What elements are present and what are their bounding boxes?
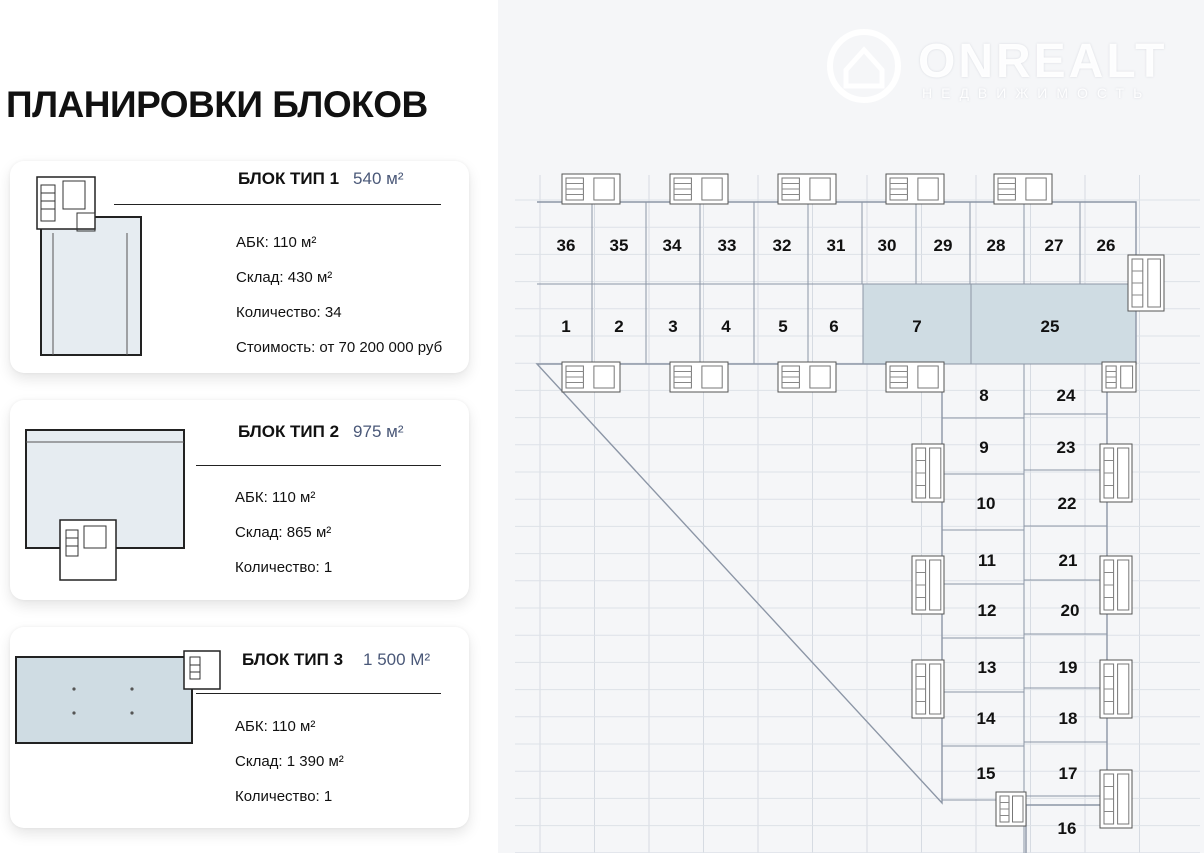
block-type-1-title: БЛОК ТИП 1 [238,169,340,188]
spec-warehouse: Склад: 430 м² [236,269,333,286]
block-type-2-area: 975 м² [353,422,404,441]
unit-label-9: 9 [979,438,989,457]
unit-label-13: 13 [977,658,997,677]
unit-label-12: 12 [977,601,997,620]
unit-label-14: 14 [976,709,996,728]
spec-abk: АБК: 110 м² [235,718,316,735]
watermark-brand: ONREALT [918,35,1168,88]
unit-label-6: 6 [829,317,839,336]
unit-label-27: 27 [1044,236,1064,255]
unit-label-22: 22 [1057,494,1077,513]
unit-label-3: 3 [668,317,678,336]
unit-label-18: 18 [1058,709,1078,728]
unit-label-32: 32 [772,236,792,255]
unit-label-35: 35 [609,236,629,255]
unit-label-36: 36 [556,236,576,255]
unit-label-20: 20 [1060,601,1080,620]
spec-quantity: Количество: 1 [235,788,333,805]
unit-label-7: 7 [912,317,922,336]
spec-warehouse: Склад: 1 390 м² [235,753,344,770]
unit-label-33: 33 [717,236,737,255]
spec-warehouse: Склад: 865 м² [235,524,332,541]
spec-abk: АБК: 110 м² [235,489,316,506]
spec-quantity: Количество: 34 [236,304,342,321]
spec-price: Стоимость: от 70 200 000 руб [236,339,443,356]
unit-label-31: 31 [826,236,846,255]
unit-label-2: 2 [614,317,624,336]
spec-abk: АБК: 110 м² [236,234,317,251]
block-type-3-area: 1 500 М² [363,650,431,669]
unit-label-5: 5 [778,317,788,336]
unit-label-19: 19 [1058,658,1078,677]
unit-label-23: 23 [1056,438,1076,457]
unit-label-15: 15 [976,764,996,783]
unit-label-4: 4 [721,317,731,336]
block-type-3-title: БЛОК ТИП 3 [242,650,344,669]
block-type-2-title: БЛОК ТИП 2 [238,422,340,441]
unit-label-25: 25 [1040,317,1060,336]
unit-label-21: 21 [1058,551,1078,570]
unit-label-10: 10 [976,494,996,513]
unit-label-26: 26 [1096,236,1116,255]
watermark-sub: НЕДВИЖИМОСТЬ [922,85,1152,101]
unit-label-29: 29 [933,236,953,255]
unit-label-34: 34 [662,236,682,255]
spec-quantity: Количество: 1 [235,559,333,576]
unit-label-16: 16 [1057,819,1077,838]
unit-label-17: 17 [1058,764,1078,783]
unit-label-1: 1 [561,317,571,336]
unit-label-8: 8 [979,386,989,405]
unit-label-11: 11 [978,551,996,570]
unit-label-28: 28 [986,236,1006,255]
block-type-1-area: 540 м² [353,169,404,188]
unit-label-30: 30 [877,236,897,255]
page-title: ПЛАНИРОВКИ БЛОКОВ [6,84,428,125]
unit-label-24: 24 [1056,386,1076,405]
